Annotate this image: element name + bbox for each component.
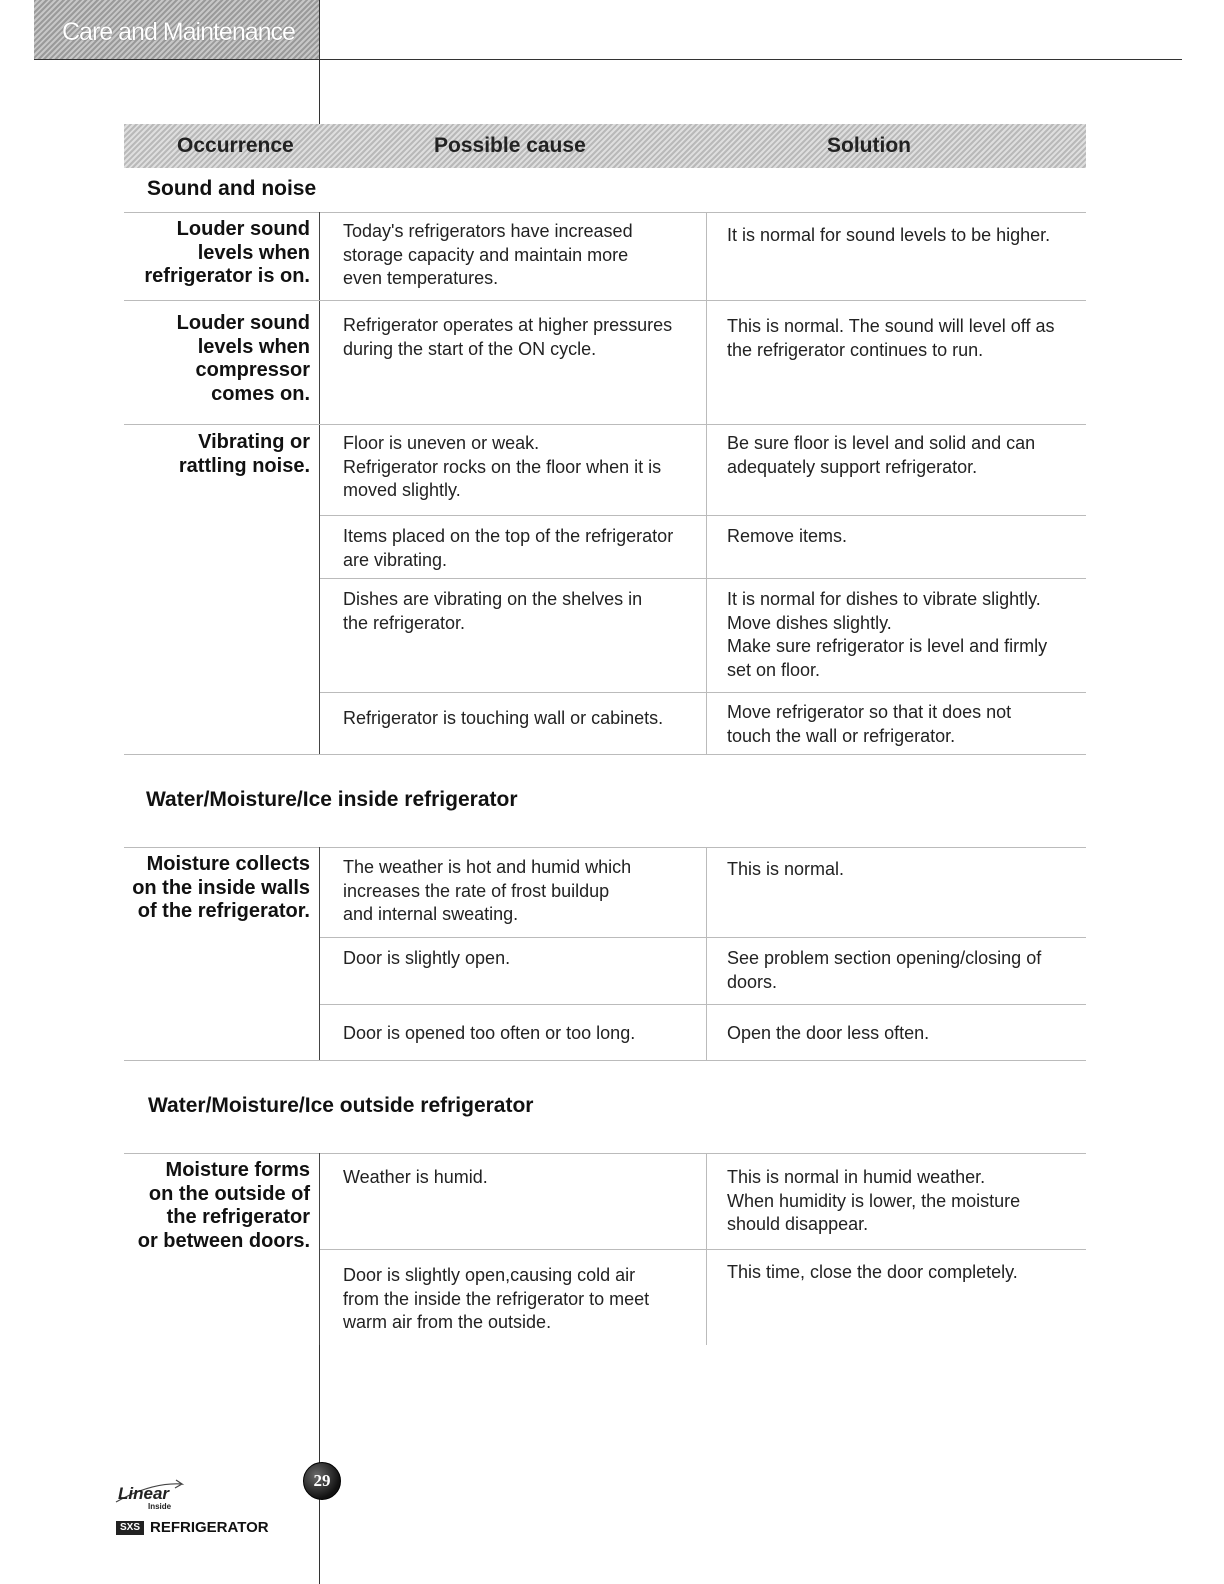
row-divider: [124, 847, 1086, 848]
column-divider: [706, 212, 707, 754]
logo-linear: Linear: [118, 1484, 170, 1503]
cause-cell: Today's refrigerators have increased storage capacity and maintain more even temperatures.: [343, 221, 633, 288]
solution-cell: This time, close the door completely.: [727, 1262, 1018, 1282]
solution-cell: See problem section opening/closing of doors.: [727, 948, 1042, 992]
row-divider: [124, 1060, 1086, 1061]
cause-cell: Door is opened too often or too long.: [343, 1023, 636, 1043]
logo-inside: Inside: [148, 1502, 172, 1511]
cause-cell: Weather is humid.: [343, 1167, 488, 1187]
row-divider: [320, 692, 1086, 693]
solution-cell: This is normal. The sound will level off as the refrigerator continues to run.: [727, 316, 1055, 360]
sxs-badge: SXS: [116, 1521, 144, 1535]
occurrence-vibrating: Vibrating or rattling noise.: [178, 431, 310, 477]
row-divider: [124, 1153, 1086, 1154]
row-divider: [320, 1004, 1086, 1005]
header-divider: [319, 0, 320, 125]
cause-cell: Refrigerator operates at higher pressures during the start of the ON cycle.: [343, 315, 673, 359]
header-rule: [34, 59, 1182, 60]
solution-cell: This is normal in humid weather. When humidity is lower, the moisture should disappear.: [727, 1167, 1021, 1234]
row-divider: [124, 754, 1086, 755]
occurrence-louder-on: Louder sound levels when refrigerator is on.: [144, 218, 310, 287]
solution-cell: This is normal.: [727, 859, 845, 879]
occurrence-louder-compressor: Louder sound levels when compressor comes on.: [176, 312, 310, 405]
cause-cell: Refrigerator is touching wall or cabinets.: [343, 708, 664, 728]
cause-cell: Floor is uneven or weak. Refrigerator rocks on the floor when it is moved slightly.: [343, 433, 662, 500]
column-header-solution: Solution: [827, 134, 911, 157]
occurrence-moisture-outside: Moisture forms on the outside of the refrigerator or between doors.: [137, 1159, 310, 1252]
section-title-sound: Sound and noise: [147, 177, 317, 200]
cause-cell: The weather is hot and humid which increases the rate of frost buildup and internal sweating.: [343, 857, 632, 924]
row-divider: [124, 212, 1086, 213]
table-header: [124, 124, 1086, 168]
column-divider: [319, 212, 320, 754]
section-title-outside: Water/Moisture/Ice outside refrigerator: [148, 1094, 534, 1117]
column-divider: [706, 847, 707, 1060]
cause-cell: Door is slightly open,causing cold air from the inside the refrigerator to meet warm air from the outside.: [343, 1265, 650, 1332]
page-title: Care and Maintenance: [62, 18, 295, 46]
row-divider: [320, 1249, 1086, 1250]
solution-cell: Open the door less often.: [727, 1023, 930, 1043]
solution-cell: Move refrigerator so that it does not touch the wall or refrigerator.: [727, 702, 1012, 746]
solution-cell: Remove items.: [727, 526, 848, 546]
solution-cell: It is normal for sound levels to be higher.: [727, 225, 1051, 245]
product-name: REFRIGERATOR: [150, 1519, 269, 1536]
row-divider: [320, 937, 1086, 938]
cause-cell: Items placed on the top of the refrigerator are vibrating.: [343, 526, 674, 570]
solution-cell: Be sure floor is level and solid and can adequately support refrigerator.: [727, 433, 1036, 477]
row-divider: [320, 578, 1086, 579]
cause-cell: Door is slightly open.: [343, 948, 511, 968]
column-divider: [319, 847, 320, 1060]
row-divider: [124, 300, 1086, 301]
section-title-inside: Water/Moisture/Ice inside refrigerator: [146, 788, 518, 811]
page-number: 29: [303, 1462, 341, 1500]
occurrence-moisture-inside: Moisture collects on the inside walls of the refrigerator.: [132, 853, 310, 922]
row-divider: [124, 424, 1086, 425]
row-divider: [320, 515, 1086, 516]
column-header-occurrence: Occurrence: [177, 134, 294, 157]
column-header-cause: Possible cause: [434, 134, 586, 157]
cause-cell: Dishes are vibrating on the shelves in the refrigerator.: [343, 589, 643, 633]
solution-cell: It is normal for dishes to vibrate slightly. Move dishes slightly. Make sure refrigerator is level and firmly set on floor.: [727, 589, 1048, 680]
